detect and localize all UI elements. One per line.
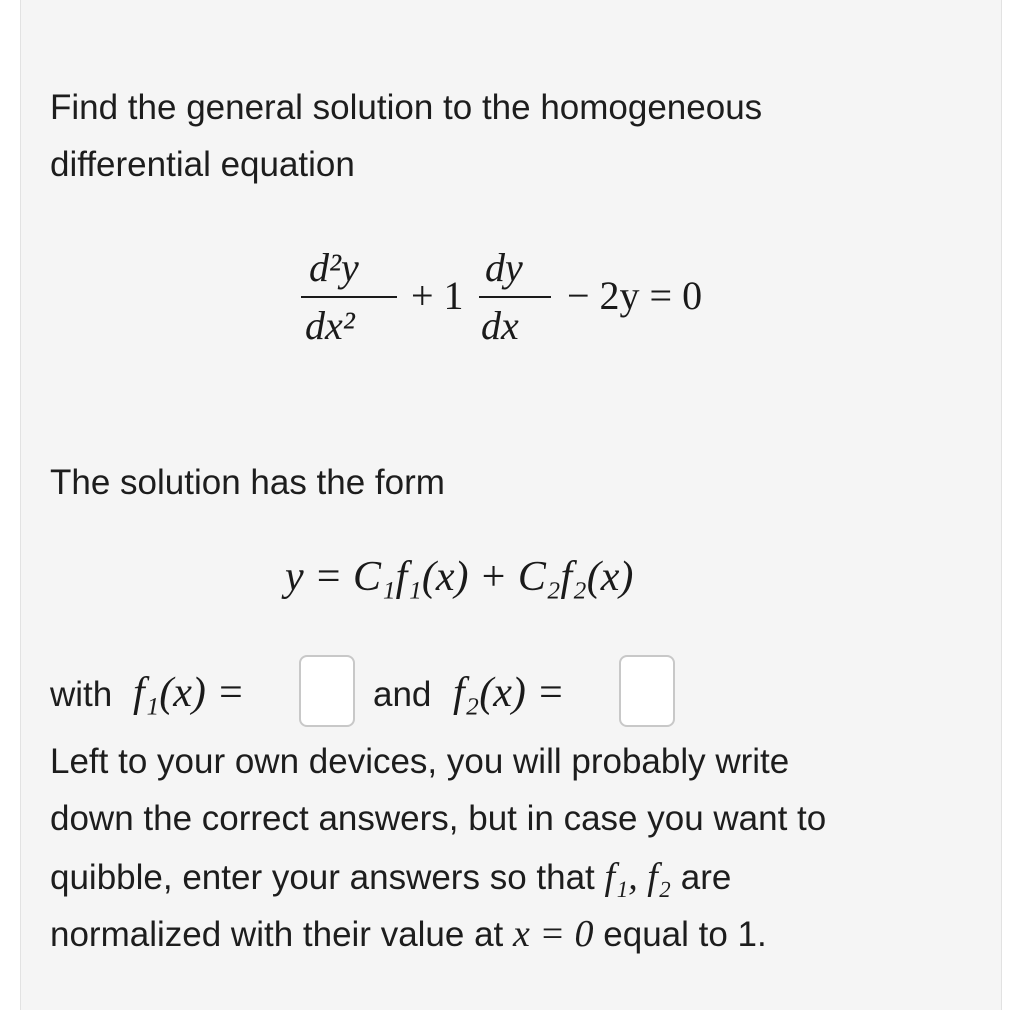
solution-form-equation: y = C₁f₁(x) + C₂f₂(x) [285,554,634,600]
form-label: The solution has the form [50,463,445,502]
problem-card [20,0,1002,1010]
f1-label: f₁(x) = [133,670,245,716]
note-line-3-end: are [680,858,732,897]
dx2-denominator: dx² [305,303,355,348]
note-line-3 [50,858,731,896]
f2-answer-input[interactable] [619,655,675,727]
equation-rest: − 2y = 0 [567,273,703,318]
f1-f2-math: f₁, f₂ [604,856,672,898]
note-line-4 [50,915,767,953]
dx-denominator: dx [481,303,519,348]
fraction-bar-1 [301,296,397,298]
note-line-4-end: equal to 1. [603,915,767,954]
f1-answer-input[interactable] [299,655,355,727]
f2-label: f₂(x) = [453,670,565,716]
plus-one: + 1 [411,273,464,318]
x-equals-zero-math: x = 0 [513,913,594,955]
intro-line-2: differential equation [50,145,355,184]
note-line-2: down the correct answers, but in case you want to [50,799,827,838]
note-line-1: Left to your own devices, you will probably write [50,742,790,781]
fraction-bar-2 [479,296,551,298]
intro-line-1: Find the general solution to the homogeneous [50,88,763,127]
with-text: with [50,675,113,714]
d2y-numerator: d²y [309,245,359,290]
note-line-3-start: quibble, enter your answers so that [50,858,595,897]
dy-numerator: dy [485,245,523,290]
and-text: and [373,675,432,714]
note-line-4-start: normalized with their value at [50,915,504,954]
